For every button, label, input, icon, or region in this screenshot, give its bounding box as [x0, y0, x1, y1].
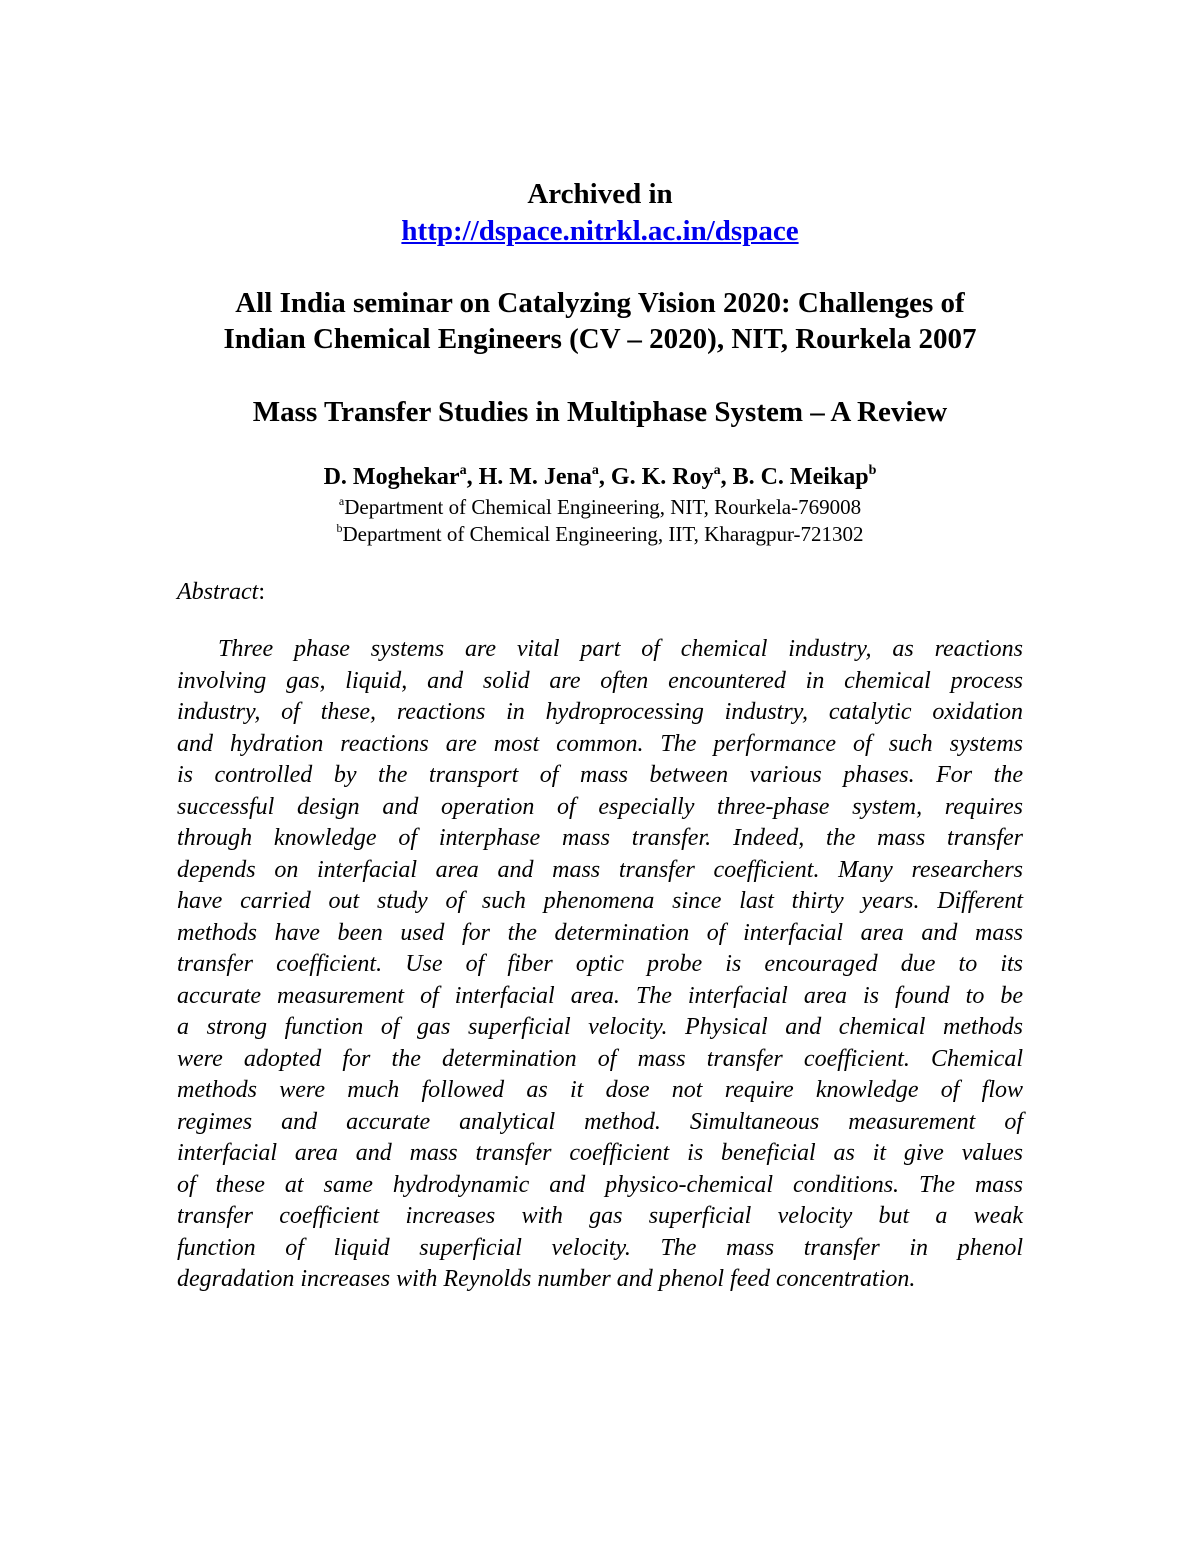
affiliation-mark: b — [336, 521, 343, 535]
author-separator: , — [466, 464, 479, 490]
author-affiliation-mark: b — [868, 463, 877, 478]
affiliation-mark: a — [338, 494, 345, 508]
abstract-line: have carried out study of such phenomena since last thirty years. Different — [177, 888, 1023, 914]
abstract-body — [177, 634, 1023, 1296]
author-affiliation-mark: a — [459, 463, 467, 478]
abstract-line: is controlled by the transport of mass between various phases. For the — [177, 762, 1023, 788]
paper-title: Mass Transfer Studies in Multiphase System – A Review — [252, 396, 948, 428]
abstract-line: depends on interfacial area and mass transfer coefficient. Many researchers — [177, 856, 1023, 883]
seminar-heading — [0, 285, 1200, 357]
abstract-line: successful design and operation of especially three-phase system, requires — [177, 793, 1023, 820]
abstract-line: were adopted for the determination of mass transfer coefficient. Chemical — [177, 1045, 1023, 1072]
affiliation-a — [0, 494, 1200, 520]
abstract-line: involving gas, liquid, and solid are often encountered in chemical process — [177, 667, 1023, 694]
abstract-line: and hydration reactions are most common. The performance of such systems — [177, 730, 1023, 757]
archive-url-line — [0, 213, 1200, 249]
abstract-line: methods have been used for the determination of interfacial area and mass — [177, 919, 1023, 946]
archived-label: Archived in — [527, 178, 673, 210]
abstract-line: degradation increases with Reynolds number and phenol feed concentration. — [177, 1266, 916, 1292]
abstract-label: Abstract — [177, 579, 259, 605]
affiliation-text: Department of Chemical Engineering, IIT, Kharagpur-721302 — [342, 522, 864, 546]
affiliation-b — [0, 521, 1200, 547]
affiliation-text: Department of Chemical Engineering, NIT, Rourkela-769008 — [344, 495, 862, 519]
abstract-line: methods were much followed as it dose not require knowledge of flow — [177, 1077, 1023, 1103]
abstract-line: function of liquid superficial velocity. The mass transfer in phenol — [177, 1234, 1023, 1261]
abstract-line: regimes and accurate analytical method. Simultaneous measurement of — [177, 1108, 1023, 1135]
abstract-line: transfer coefficient increases with gas superficial velocity but a weak — [177, 1203, 1023, 1229]
author-separator: , — [598, 464, 611, 490]
author-name: G. K. Roy — [610, 464, 714, 490]
abstract-line: accurate measurement of interfacial area. The interfacial area is found to be — [177, 982, 1023, 1009]
author-affiliation-mark: a — [591, 463, 599, 478]
abstract-line: a strong function of gas superficial velocity. Physical and chemical methods — [177, 1014, 1023, 1040]
author-separator: , — [720, 464, 733, 490]
abstract-line: industry, of these, reactions in hydroprocessing industry, catalytic oxidation — [177, 699, 1023, 725]
seminar-line-1: All India seminar on Catalyzing Vision 2020: Challenges of — [235, 287, 965, 319]
abstract-line: through knowledge of interphase mass transfer. Indeed, the mass transfer — [177, 825, 1023, 851]
abstract-heading — [177, 577, 265, 607]
abstract-line: of these at same hydrodynamic and physico-chemical conditions. The mass — [177, 1171, 1023, 1198]
author-name: D. Moghekar — [323, 464, 460, 490]
abstract-line: interfacial area and mass transfer coefficient is beneficial as it give values — [177, 1140, 1023, 1166]
seminar-line-2: Indian Chemical Engineers (CV – 2020), NIT, Rourkela 2007 — [223, 323, 977, 355]
author-affiliation-mark: a — [713, 463, 721, 478]
abstract-line: transfer coefficient. Use of fiber optic probe is encouraged due to its — [177, 951, 1023, 977]
abstract-line: Three phase systems are vital part of chemical industry, as reactions — [218, 636, 1023, 662]
author-name: B. C. Meikap — [732, 464, 869, 490]
archive-url-link[interactable]: http://dspace.nitrkl.ac.in/dspace — [401, 215, 799, 247]
author-name: H. M. Jena — [478, 464, 592, 490]
author-list — [0, 461, 1200, 493]
abstract-label-suffix: : — [258, 579, 265, 605]
